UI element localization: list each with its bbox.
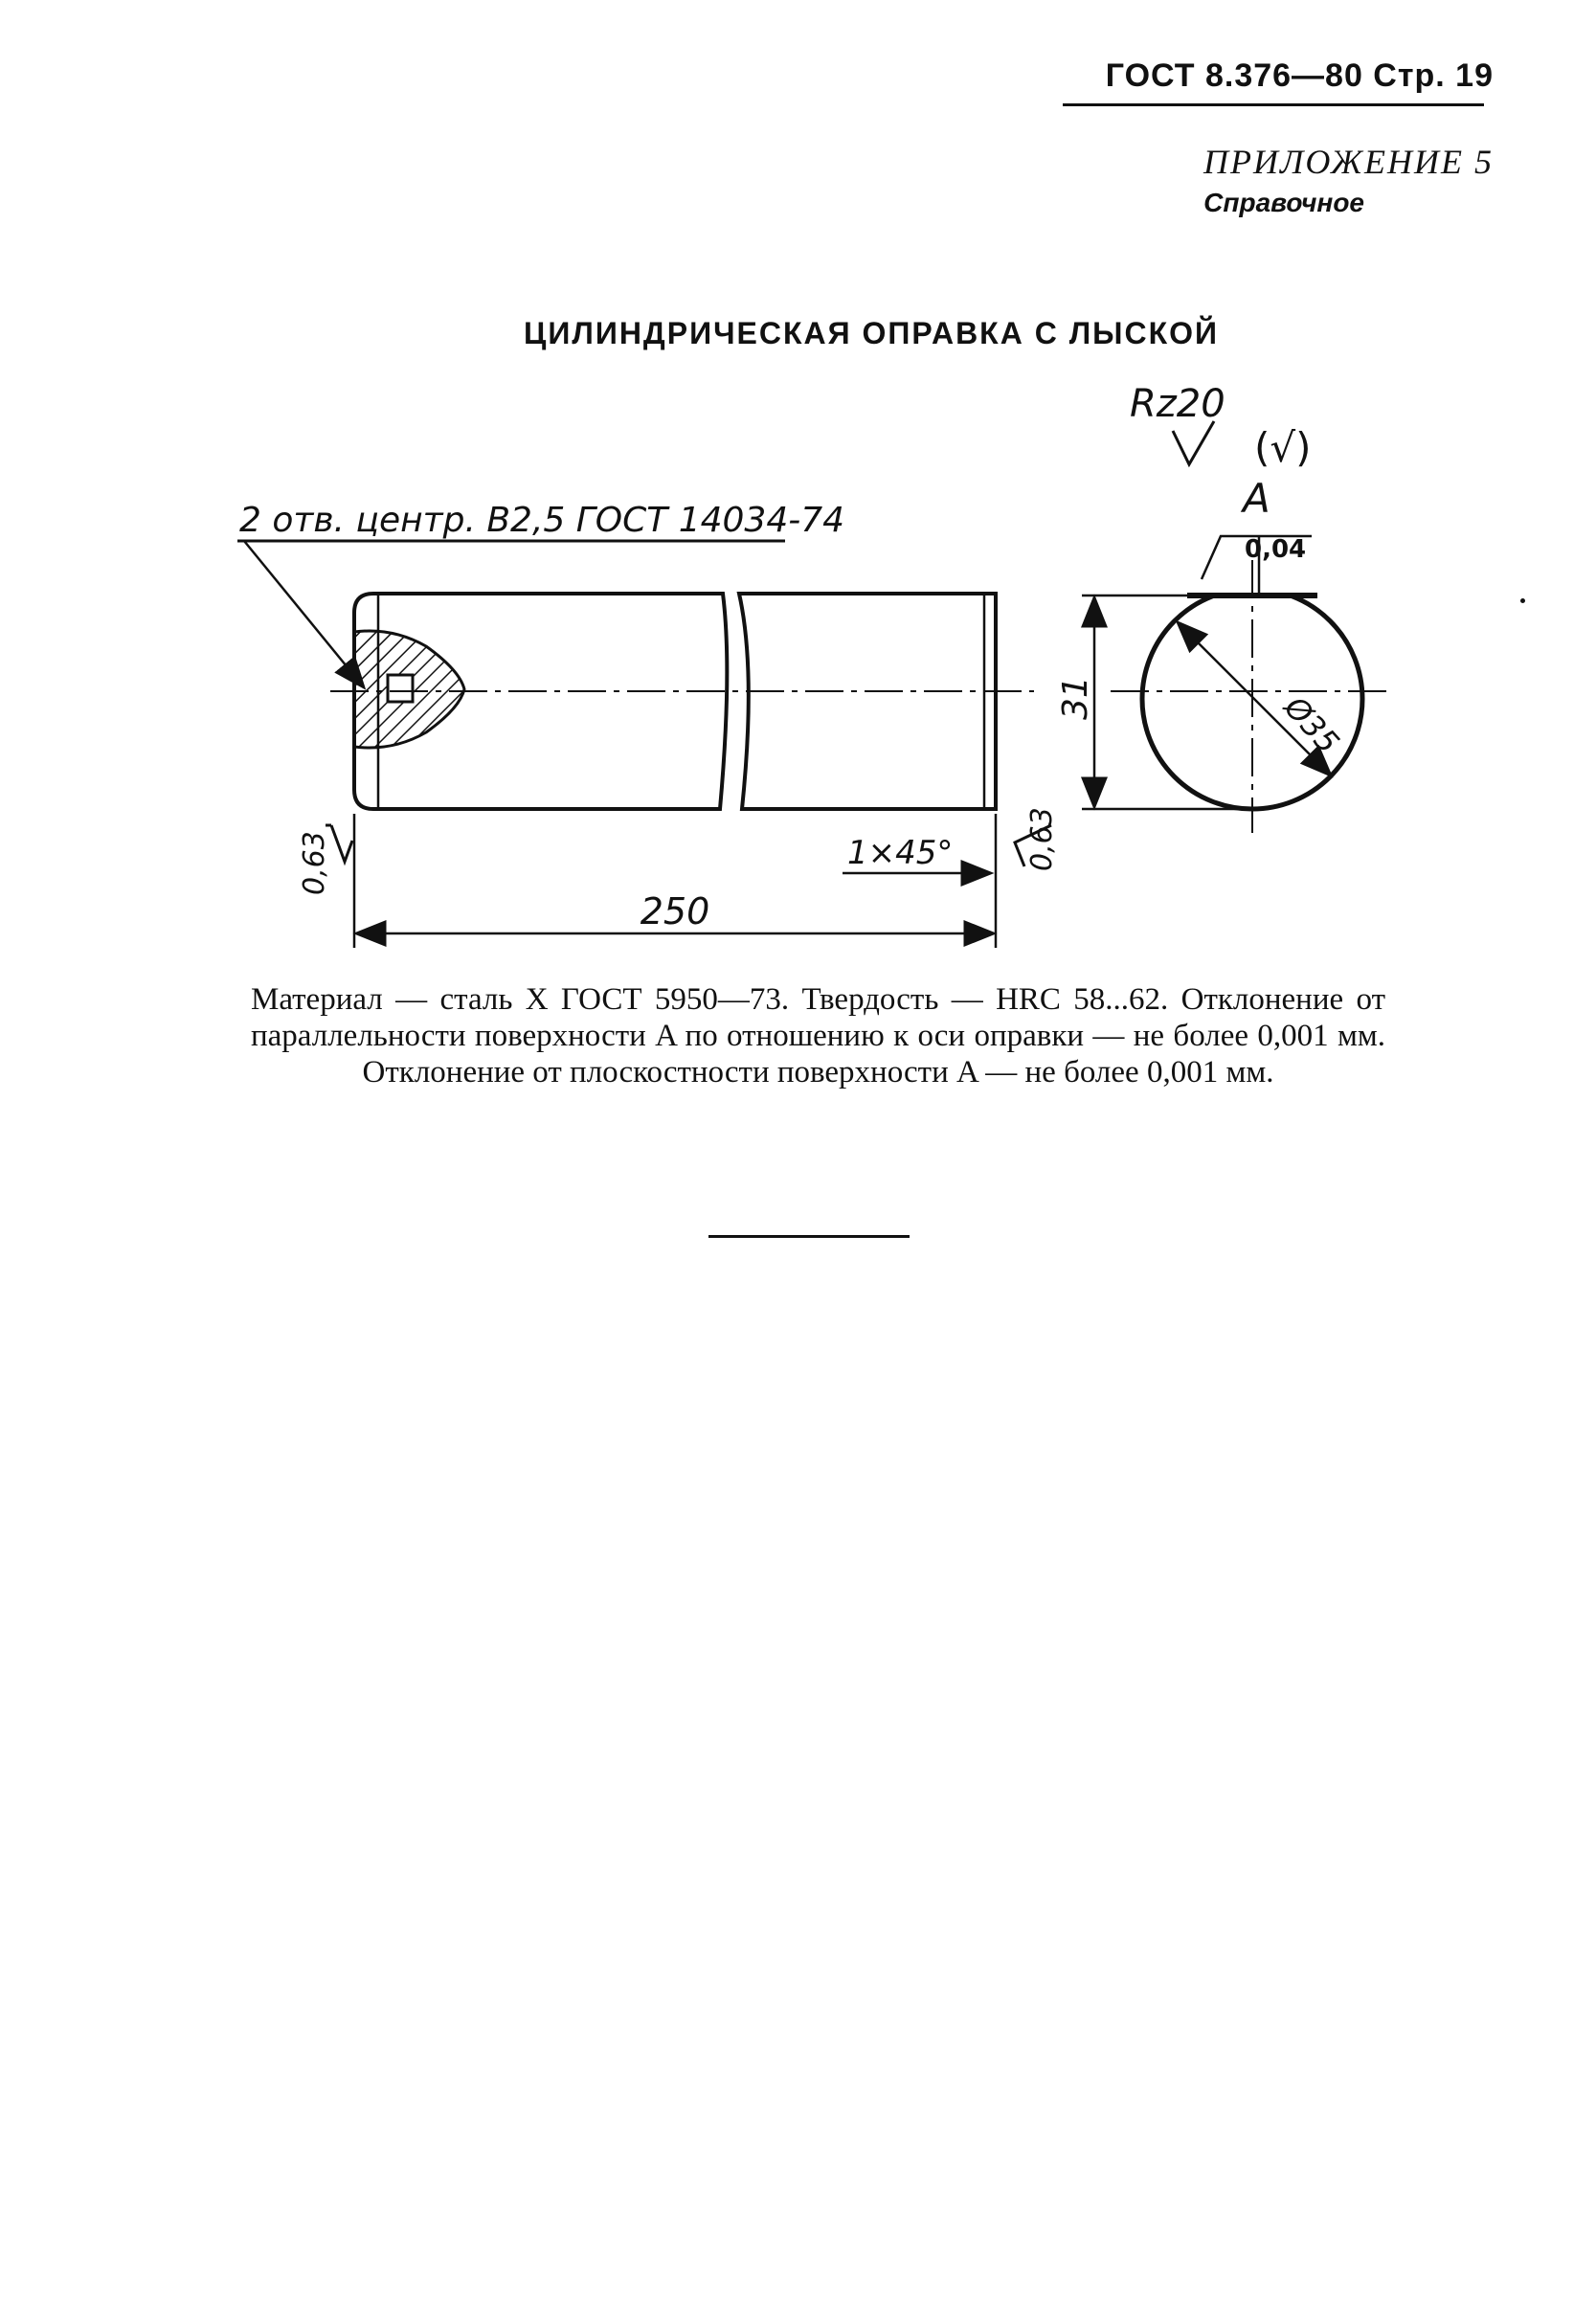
flat-height-value: 31: [1056, 676, 1095, 720]
left-roughness: 0,63: [298, 831, 331, 895]
appendix-type: Справочное: [1203, 188, 1364, 217]
technical-drawing: [0, 0, 1596, 977]
diameter-value: Ø35: [1277, 688, 1347, 761]
page-header: ГОСТ 8.376—80 Стр. 19: [1105, 57, 1494, 94]
center-hole-leader: [237, 541, 785, 687]
general-roughness-symbol: [1173, 421, 1214, 464]
general-roughness: Rz20: [1130, 382, 1225, 426]
surface-label: A: [1243, 475, 1270, 522]
center-hole-section: [354, 631, 464, 748]
appendix-label: ПРИЛОЖЕНИЕ 5: [1203, 143, 1494, 181]
material-note: Материал — сталь X ГОСТ 5950—73. Твердость — HRC 58...62. Отклонение от параллельности поверхности A по отношению к оси оправки — не более 0,001 мм. Отклонение от плоскостности поверхности A — не более 0,001 мм.: [251, 982, 1385, 1090]
flat-height-dimension: [1082, 595, 1245, 809]
other-roughness: (√): [1254, 424, 1312, 471]
flat-roughness: 0,04: [1245, 535, 1307, 564]
cross-section: [1111, 560, 1388, 833]
end-rule: [708, 1235, 910, 1238]
scan-speck: [1520, 598, 1525, 603]
right-roughness: 0,63: [1025, 807, 1059, 871]
drawing-title: ЦИЛИНДРИЧЕСКАЯ ОПРАВКА С ЛЫСКОЙ: [523, 316, 1220, 350]
length-value: 250: [640, 890, 710, 932]
center-hole-note: 2 отв. центр. B2,5 ГОСТ 14034-74: [239, 501, 845, 540]
chamfer-label: 1×45°: [847, 834, 954, 872]
